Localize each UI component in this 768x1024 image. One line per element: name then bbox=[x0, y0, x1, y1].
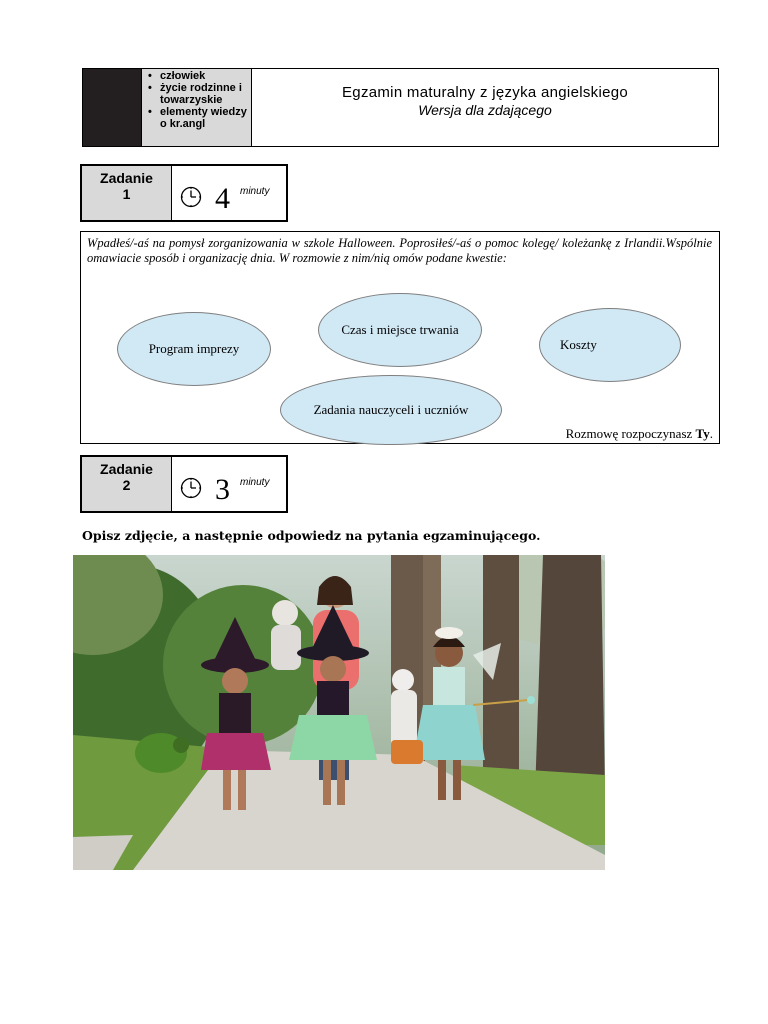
topic-ellipse-time-place: Czas i miejsce trwania bbox=[318, 293, 482, 367]
task-2-box bbox=[80, 455, 288, 513]
exam-header bbox=[82, 68, 719, 147]
task-1-unit: minuty bbox=[240, 186, 270, 197]
task-1-time bbox=[172, 166, 286, 220]
conversation-starter: Rozmowę rozpoczynasz Ty. bbox=[565, 426, 713, 441]
halloween-photo bbox=[73, 555, 605, 870]
topic-ellipse-program: Program imprezy bbox=[117, 312, 271, 386]
task-2-label: Zadanie 2 bbox=[82, 457, 172, 511]
task-2-time bbox=[172, 457, 286, 511]
task-1-instruction: Wpadłeś/-aś na pomysł zorganizowania w szkole Halloween. Poprosiłeś/-aś o pomoc kolegę/ koleżankę z Irlandii.Wspólnie omawiacie sposób i organizację dnia. W rozmowie z nim/nią omów podane kwestie: bbox=[87, 236, 712, 265]
header-black-block bbox=[83, 69, 142, 146]
exam-title: Egzamin maturalny z języka angielskiego bbox=[342, 84, 628, 101]
topic-item: • człowiek bbox=[146, 70, 251, 82]
task-1-content bbox=[80, 231, 720, 444]
topic-ellipse-costs: Koszty bbox=[539, 308, 681, 382]
exam-subtitle: Wersja dla zdającego bbox=[418, 102, 552, 118]
clock-icon bbox=[180, 477, 202, 499]
topic-ellipse-tasks: Zadania nauczyceli i uczniów bbox=[280, 375, 502, 445]
clock-icon bbox=[180, 186, 202, 208]
task-1-minutes: 4 bbox=[215, 182, 230, 215]
task-2-minutes: 3 bbox=[215, 473, 230, 506]
photo-illustration bbox=[73, 555, 605, 870]
topics-cell bbox=[142, 69, 252, 146]
topic-item: • elementy wiedzy o kr.angl bbox=[146, 106, 251, 130]
task-1-box bbox=[80, 164, 288, 222]
task-2-unit: minuty bbox=[240, 477, 270, 488]
topic-item: • życie rodzinne i towarzyskie bbox=[146, 82, 251, 106]
task-1-label: Zadanie 1 bbox=[82, 166, 172, 220]
task-2-instruction: Opisz zdjęcie, a następnie odpowiedz na pytania egzaminującego. bbox=[82, 528, 541, 543]
title-cell bbox=[252, 69, 718, 146]
